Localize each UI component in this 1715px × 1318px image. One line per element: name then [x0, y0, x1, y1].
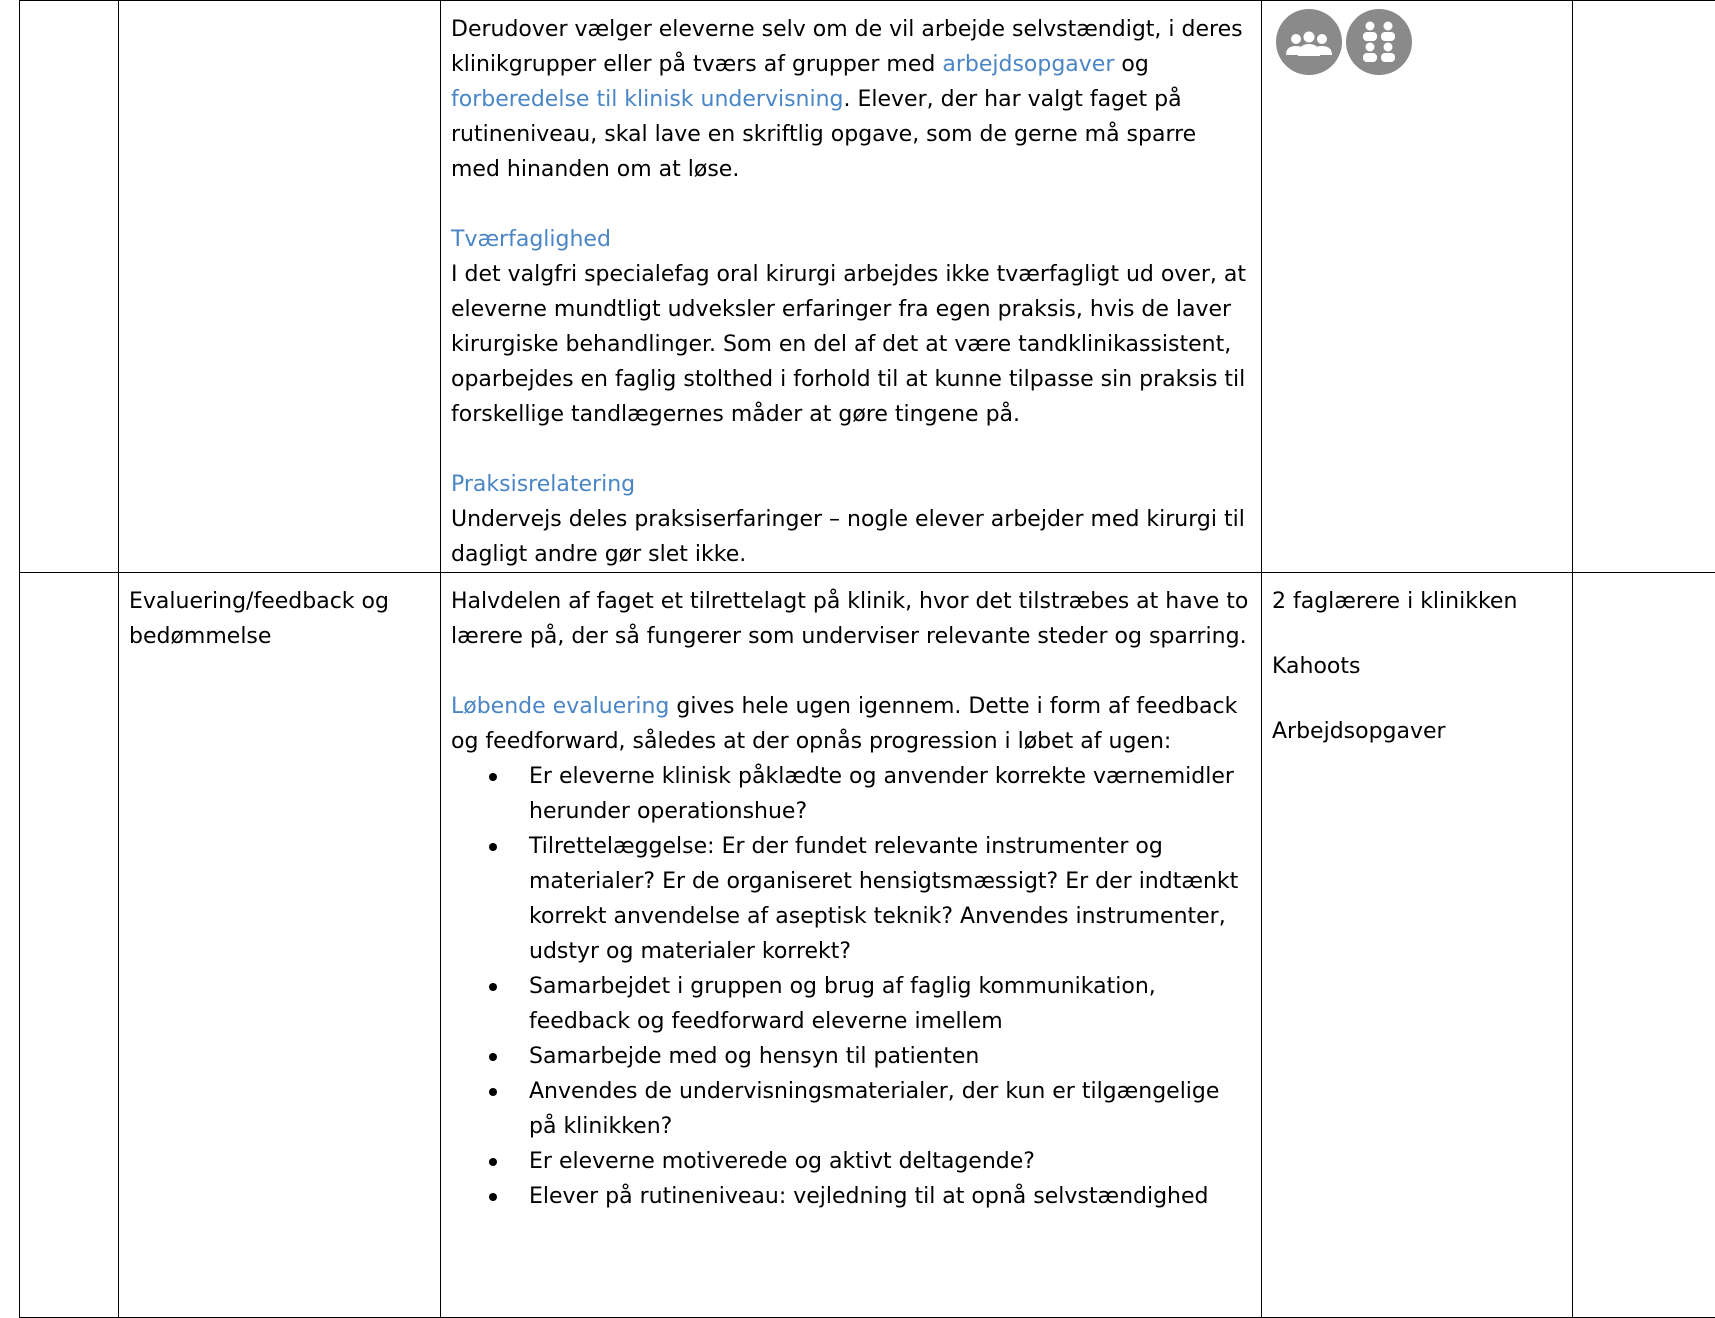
group-icon [1276, 9, 1342, 75]
list-item: Samarbejde med og hensyn til patienten [529, 1039, 1251, 1074]
empty-cell [119, 1, 441, 573]
intro-paragraph [451, 12, 1251, 187]
arbejdsopgaver-link[interactable]: arbejdsopgaver [942, 52, 1114, 77]
empty-cell [1573, 1, 1715, 573]
intro-text: og [1114, 52, 1148, 77]
list-item: Er eleverne motiverede og aktivt deltagende? [529, 1144, 1251, 1179]
intro-text: . Elever, der har valgt faget på rutineniveau, skal lave en skriftlig opgave, som de gerne må sparre med hinanden om at løse. [451, 87, 1196, 182]
table-row [20, 573, 1715, 1318]
list-item: Tilrettelæggelse: Er der fundet relevante instrumenter og materialer? Er de organiseret hensigtsmæssigt? Er der indtænkt korrekt anvendelse af aseptisk teknik? Anvendes instrumenter, udstyr og materialer korrekt? [529, 829, 1251, 969]
label-cell [119, 573, 441, 1318]
loebende-evaluering-link[interactable]: Løbende evaluering [451, 694, 669, 719]
list-item: Er eleverne klinisk påklædte og anvender korrekte værnemidler herunder operationshue? [529, 759, 1251, 829]
class-icon [1346, 9, 1412, 75]
row-label: Evaluering/feedback og bedømmelse [129, 589, 389, 649]
forberedelse-link[interactable]: forberedelse til klinisk undervisning [451, 87, 844, 112]
evaluation-criteria-list [451, 759, 1251, 1214]
tvaerfaglighed-text: I det valgfri specialefag oral kirurgi arbejdes ikke tværfagligt ud over, at eleverne mundtligt udveksler erfaringer fra egen praksis, hvis de laver kirurgiske behandlinger. Som en del af det at være tandklinikassistent, oparbejdes en faglig stolthed i forhold til at kunne tilpasse sin praksis til forskellige tandlægernes måder at gøre tingene på. [451, 257, 1251, 432]
resource-item: Kahoots [1272, 649, 1562, 684]
content-cell [441, 1, 1262, 573]
heading-praksisrelatering: Praksisrelatering [451, 467, 1251, 502]
list-item: Elever på rutineniveau: vejledning til at opnå selvstændighed [529, 1179, 1251, 1214]
heading-tvaerfaglighed: Tværfaglighed [451, 222, 1251, 257]
evaluation-intro: Halvdelen af faget et tilrettelagt på klinik, hvor det tilstræbes at have to lærere på, der så fungerer som underviser relevante steder og sparring. [451, 584, 1251, 654]
evaluation-paragraph [451, 689, 1251, 759]
lesson-plan-table [19, 0, 1715, 1318]
resources-cell [1262, 573, 1573, 1318]
list-item: Anvendes de undervisningsmaterialer, der kun er tilgængelige på klinikken? [529, 1074, 1251, 1144]
table-row [20, 1, 1715, 573]
content-cell [441, 573, 1262, 1318]
icon-cell [1262, 1, 1573, 573]
empty-cell [20, 573, 119, 1318]
list-item: Samarbejdet i gruppen og brug af faglig kommunikation, feedback og feedforward eleverne imellem [529, 969, 1251, 1039]
evaluation-text: gives hele ugen igennem. Dette i form af feedback og feedforward, således at der opnås progression i løbet af ugen: [451, 694, 1237, 754]
empty-cell [1573, 573, 1715, 1318]
resource-item: Arbejdsopgaver [1272, 714, 1562, 749]
resource-item: 2 faglærere i klinikken [1272, 584, 1562, 619]
praksisrelatering-text: Undervejs deles praksiserfaringer – nogle elever arbejder med kirurgi til dagligt andre gør slet ikke. [451, 502, 1251, 572]
empty-cell [20, 1, 119, 573]
intro-text: Derudover vælger eleverne selv om de vil arbejde selvstændigt, i deres klinikgrupper eller på tværs af grupper med [451, 17, 1243, 77]
